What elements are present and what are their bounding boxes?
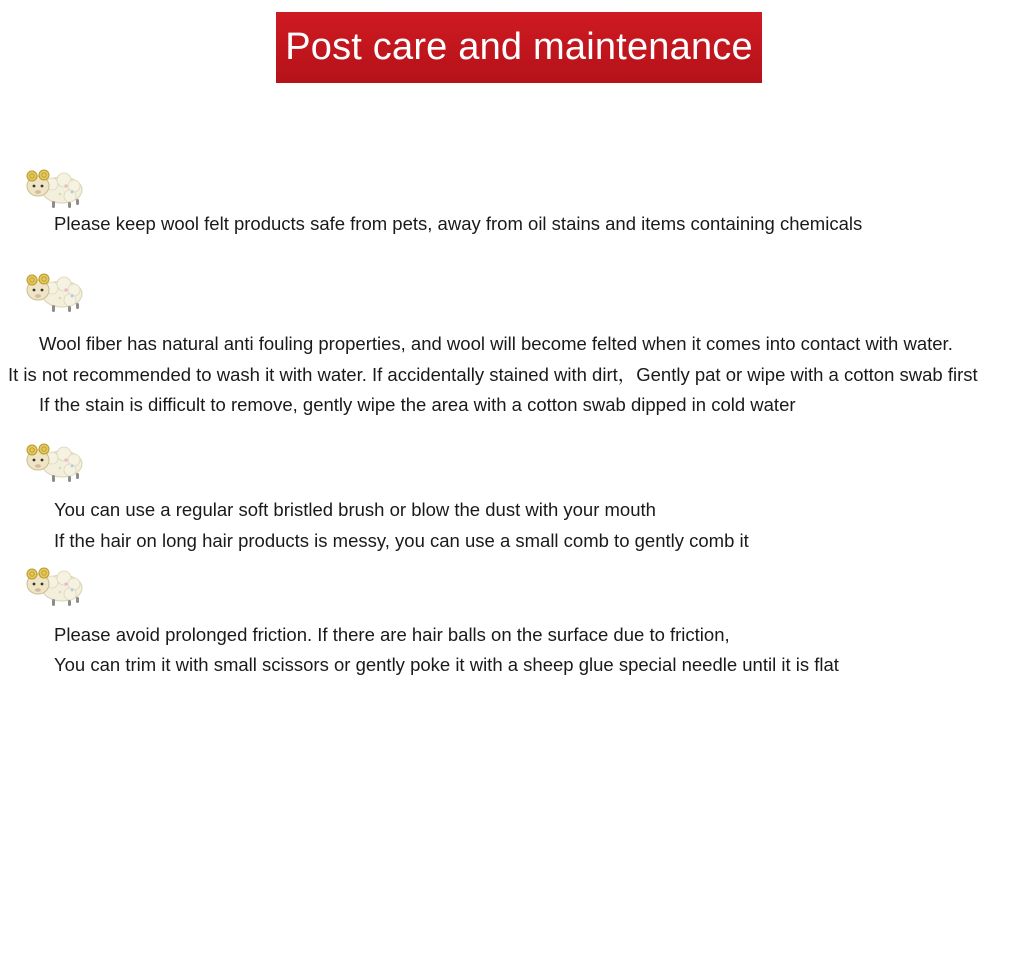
care-text-line: It is not recommended to wash it with water. If accidentally stained with dirt，Gently pat or wipe with a cotton swab first: [8, 364, 978, 385]
page-title: Post care and maintenance: [285, 26, 753, 68]
care-text-line: You can use a regular soft bristled brush or blow the dust with your mouth: [54, 499, 656, 520]
sheep-icon: [22, 268, 88, 316]
care-text-line: Please keep wool felt products safe from pets, away from oil stains and items containing chemicals: [54, 213, 863, 234]
care-text-line: You can trim it with small scissors or gently poke it with a sheep glue special needle until it is flat: [54, 654, 839, 675]
care-text-line: If the hair on long hair products is messy, you can use a small comb to gently comb it: [54, 530, 749, 551]
sheep-icon: [22, 438, 88, 486]
care-text-line: Please avoid prolonged friction. If there are hair balls on the surface due to friction,: [54, 624, 730, 645]
care-text-line: Wool fiber has natural anti fouling properties, and wool will become felted when it comes into contact with water.: [39, 333, 953, 354]
sheep-icon: [22, 562, 88, 610]
sheep-icon: [22, 164, 88, 212]
title-banner: [276, 12, 762, 83]
care-text-line: If the stain is difficult to remove, gently wipe the area with a cotton swab dipped in cold water: [39, 394, 796, 415]
